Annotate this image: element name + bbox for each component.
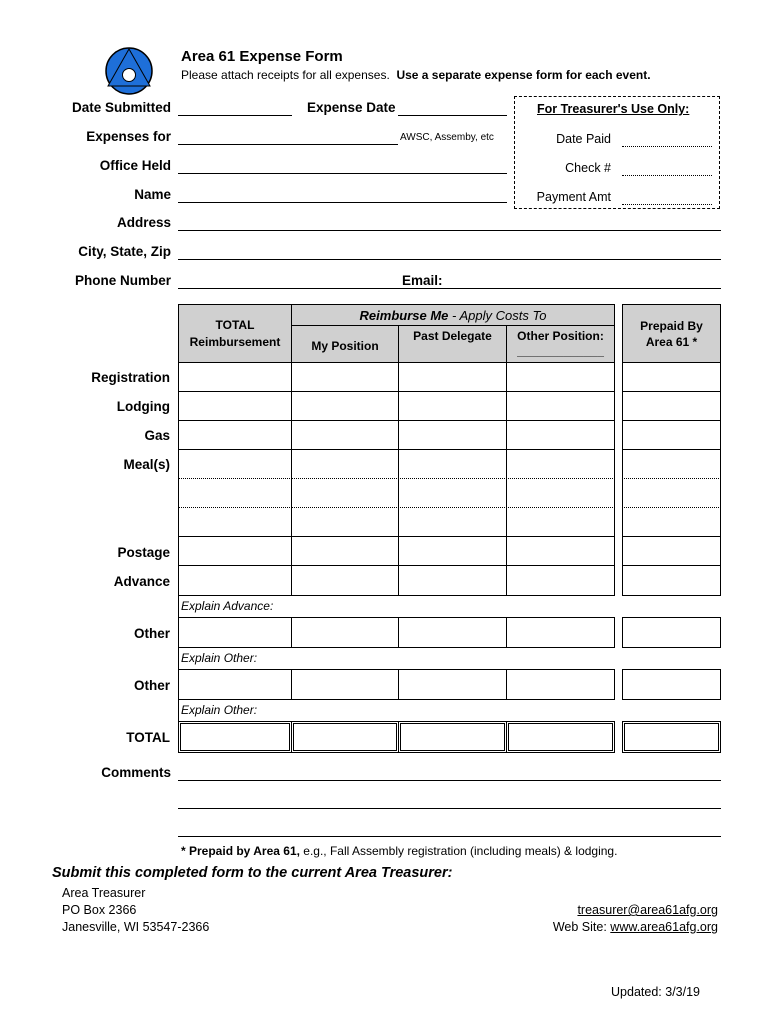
registration-other-position-cell[interactable] bbox=[506, 362, 615, 392]
check-number-field[interactable] bbox=[622, 175, 712, 176]
past-delegate-header bbox=[398, 325, 507, 363]
expenses-for-label: Expenses for bbox=[86, 129, 171, 144]
advance-total-cell[interactable] bbox=[178, 565, 292, 596]
gas-other-position-cell[interactable] bbox=[506, 420, 615, 450]
meals-2-other-position-cell[interactable] bbox=[506, 478, 615, 508]
expenses-for-field[interactable] bbox=[178, 144, 398, 145]
treasurer-address bbox=[62, 885, 209, 936]
advance-past-delegate-cell[interactable] bbox=[398, 565, 507, 596]
explain-other-label-2: Explain Other: bbox=[181, 703, 258, 717]
meals-1-my-position-cell[interactable] bbox=[291, 449, 399, 479]
advance-label: Advance bbox=[113, 574, 170, 589]
payment-amt-label: Payment Amt bbox=[536, 190, 611, 204]
comments-line-2[interactable] bbox=[178, 808, 721, 809]
comments-label: Comments bbox=[101, 765, 171, 780]
expenses-for-hint: AWSC, Assemby, etc bbox=[400, 132, 494, 143]
meals-1-other-position-cell[interactable] bbox=[506, 449, 615, 479]
meals-1-past-delegate-cell[interactable] bbox=[398, 449, 507, 479]
date-paid-field[interactable] bbox=[622, 146, 712, 147]
meals-1-prepaid-cell[interactable] bbox=[622, 449, 721, 479]
lodging-total-cell[interactable] bbox=[178, 391, 292, 421]
footnote-rest: e.g., Fall Assembly registration (including meals) & lodging. bbox=[299, 844, 618, 858]
subtitle-bold: Use a separate expense form for each event. bbox=[396, 68, 651, 82]
total-reimb-line2: Reimbursement bbox=[189, 335, 281, 349]
meals-3-past-delegate-cell[interactable] bbox=[398, 507, 507, 537]
advance-prepaid-cell[interactable] bbox=[622, 565, 721, 596]
address-line-2: PO Box 2366 bbox=[62, 903, 137, 917]
postage-prepaid-cell[interactable] bbox=[622, 536, 721, 566]
reimburse-me-header bbox=[291, 304, 615, 326]
meals-3-my-position-cell[interactable] bbox=[291, 507, 399, 537]
website-link[interactable]: www.area61afg.org bbox=[610, 920, 718, 934]
gas-label: Gas bbox=[144, 428, 170, 443]
postage-total-cell[interactable] bbox=[178, 536, 292, 566]
meals-3-total-cell[interactable] bbox=[178, 507, 292, 537]
updated-date: Updated: 3/3/19 bbox=[611, 985, 700, 999]
registration-label: Registration bbox=[91, 370, 170, 385]
address-field[interactable] bbox=[178, 230, 721, 231]
other-1-my-position-cell[interactable] bbox=[291, 617, 399, 648]
other-2-other-position-cell[interactable] bbox=[506, 669, 615, 700]
other-1-prepaid-cell[interactable] bbox=[622, 617, 721, 648]
check-number-label: Check # bbox=[565, 161, 611, 175]
form-subtitle bbox=[181, 68, 651, 82]
other-label-1: Other bbox=[133, 626, 170, 641]
other-1-total-cell[interactable] bbox=[178, 617, 292, 648]
total-past-delegate-cell[interactable] bbox=[398, 721, 507, 753]
lodging-other-position-cell[interactable] bbox=[506, 391, 615, 421]
explain-advance-label: Explain Advance: bbox=[181, 599, 274, 613]
email-label: Email: bbox=[402, 273, 443, 288]
city-state-zip-field[interactable] bbox=[178, 259, 721, 260]
other-label-2: Other bbox=[133, 678, 170, 693]
other-2-my-position-cell[interactable] bbox=[291, 669, 399, 700]
total-other-position-cell[interactable] bbox=[506, 721, 615, 753]
my-position-label: My Position bbox=[311, 339, 379, 353]
total-prepaid-cell[interactable] bbox=[622, 721, 721, 753]
gas-total-cell[interactable] bbox=[178, 420, 292, 450]
lodging-label: Lodging bbox=[116, 399, 170, 414]
treasurer-box bbox=[514, 96, 720, 209]
total-reimb-line1: TOTAL bbox=[215, 318, 255, 332]
meals-2-prepaid-cell[interactable] bbox=[622, 478, 721, 508]
gas-prepaid-cell[interactable] bbox=[622, 420, 721, 450]
treasurer-box-title: For Treasurer's Use Only: bbox=[537, 102, 690, 116]
lodging-my-position-cell[interactable] bbox=[291, 391, 399, 421]
total-label: TOTAL bbox=[126, 730, 170, 745]
footnote-bold: * Prepaid by Area 61, bbox=[181, 844, 300, 858]
meals-2-total-cell[interactable] bbox=[178, 478, 292, 508]
lodging-prepaid-cell[interactable] bbox=[622, 391, 721, 421]
meals-2-my-position-cell[interactable] bbox=[291, 478, 399, 508]
form-title: Area 61 Expense Form bbox=[181, 48, 343, 65]
postage-label: Postage bbox=[117, 545, 170, 560]
explain-other-2-field[interactable] bbox=[178, 700, 615, 721]
reimburse-me-label: Reimburse Me bbox=[359, 308, 449, 323]
name-field[interactable] bbox=[178, 202, 507, 203]
date-paid-label: Date Paid bbox=[556, 132, 611, 146]
postage-other-position-cell[interactable] bbox=[506, 536, 615, 566]
registration-total-cell[interactable] bbox=[178, 362, 292, 392]
prepaid-header bbox=[622, 304, 721, 363]
phone-number-label: Phone Number bbox=[74, 273, 171, 288]
office-held-label: Office Held bbox=[99, 158, 171, 173]
total-reimbursement-header bbox=[178, 304, 292, 363]
meals-3-prepaid-cell[interactable] bbox=[622, 507, 721, 537]
other-1-past-delegate-cell[interactable] bbox=[398, 617, 507, 648]
postage-my-position-cell[interactable] bbox=[291, 536, 399, 566]
other-1-other-position-cell[interactable] bbox=[506, 617, 615, 648]
explain-other-1-field[interactable] bbox=[178, 648, 615, 669]
treasurer-email-link[interactable]: treasurer@area61afg.org bbox=[577, 903, 718, 917]
other-position-blank[interactable]: _____________ bbox=[517, 344, 604, 358]
comments-line-1[interactable] bbox=[178, 780, 721, 781]
advance-other-position-cell[interactable] bbox=[506, 565, 615, 596]
payment-amt-field[interactable] bbox=[622, 204, 712, 205]
submit-heading: Submit this completed form to the current Area Treasurer: bbox=[52, 865, 453, 881]
treasurer-contact bbox=[553, 902, 718, 936]
other-position-header bbox=[506, 325, 615, 363]
postage-past-delegate-cell[interactable] bbox=[398, 536, 507, 566]
comments-line-3[interactable] bbox=[178, 836, 721, 837]
subtitle-plain: Please attach receipts for all expenses. bbox=[181, 68, 390, 82]
city-state-zip-label: City, State, Zip bbox=[78, 244, 171, 259]
address-label: Address bbox=[116, 215, 171, 230]
apply-costs-label: - Apply Costs To bbox=[448, 308, 547, 323]
explain-other-label-1: Explain Other: bbox=[181, 651, 258, 665]
footnote bbox=[181, 844, 617, 858]
lodging-past-delegate-cell[interactable] bbox=[398, 391, 507, 421]
office-held-field[interactable] bbox=[178, 173, 507, 174]
date-submitted-field[interactable] bbox=[178, 115, 292, 116]
website-label: Web Site: bbox=[552, 920, 611, 934]
date-submitted-label: Date Submitted bbox=[71, 100, 171, 115]
gas-my-position-cell[interactable] bbox=[291, 420, 399, 450]
other-2-total-cell[interactable] bbox=[178, 669, 292, 700]
registration-my-position-cell[interactable] bbox=[291, 362, 399, 392]
logo-triangle-icon bbox=[104, 46, 154, 96]
expense-date-field[interactable] bbox=[398, 115, 507, 116]
advance-my-position-cell[interactable] bbox=[291, 565, 399, 596]
other-position-label: Other Position: bbox=[517, 329, 604, 343]
my-position-header bbox=[291, 325, 399, 363]
past-delegate-label: Past Delegate bbox=[413, 329, 492, 343]
prepaid-line1: Prepaid By bbox=[640, 319, 703, 333]
meals-label: Meal(s) bbox=[123, 457, 170, 472]
name-label: Name bbox=[134, 187, 171, 202]
total-my-position-cell[interactable] bbox=[291, 721, 399, 753]
prepaid-line2: Area 61 * bbox=[645, 335, 698, 349]
address-line-3: Janesville, WI 53547-2366 bbox=[62, 920, 210, 934]
other-2-past-delegate-cell[interactable] bbox=[398, 669, 507, 700]
area61-logo bbox=[104, 46, 154, 96]
other-2-prepaid-cell[interactable] bbox=[622, 669, 721, 700]
address-line-1: Area Treasurer bbox=[62, 886, 146, 900]
registration-prepaid-cell[interactable] bbox=[622, 362, 721, 392]
meals-2-past-delegate-cell[interactable] bbox=[398, 478, 507, 508]
total-total-cell[interactable] bbox=[178, 721, 292, 753]
phone-number-field[interactable] bbox=[178, 288, 721, 289]
expense-date-label: Expense Date bbox=[307, 100, 396, 115]
explain-advance-field[interactable] bbox=[178, 596, 615, 617]
gas-past-delegate-cell[interactable] bbox=[398, 420, 507, 450]
registration-past-delegate-cell[interactable] bbox=[398, 362, 507, 392]
meals-3-other-position-cell[interactable] bbox=[506, 507, 615, 537]
meals-1-total-cell[interactable] bbox=[178, 449, 292, 479]
